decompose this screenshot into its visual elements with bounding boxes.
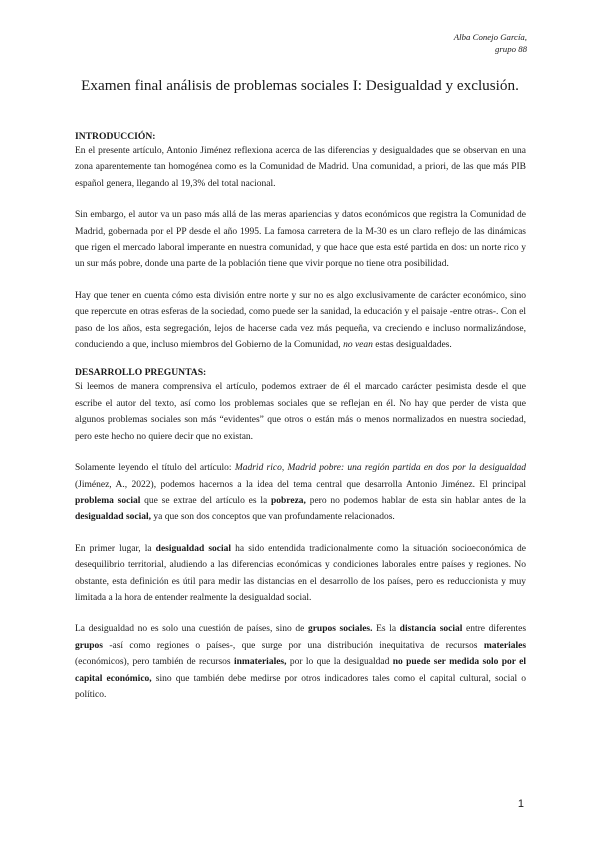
introduction-paragraph-2: Sin embargo, el autor va un paso más allá de las meras apariencias y datos económicos que registra la Comunidad de Madrid, gobernada por el PP desde el año 1995. La famosa carretera de la M-30 es un claro reflejo de las dinámicas que rigen el mercado laboral imperante en nuestra comunidad, y que hace que esta esté partida en dos: un norte rico y un sur más pobre, donde una parte de la población tiene que vivir porque no tiene otra posibilidad.	[75, 210, 526, 270]
text-run: (Jiménez, A., 2022), podemos hacernos a la idea del tema central que desarrolla Antonio Jiménez. El principal	[75, 479, 526, 490]
bold-run: desigualdad social,	[75, 512, 152, 523]
development-paragraph-1: Si leemos de manera comprensiva el artículo, podemos extraer de él el marcado carácter pesimista desde el que escribe el autor del texto, así como los problemas sociales que se reflejan en él. No hay que perder de vista que algunos problemas sociales son más “evidentes” que otros o están más o menos normalizados en nuestra sociedad, pero este hecho no quiere decir que no existan.	[75, 382, 526, 442]
text-run: La desigualdad no es solo una cuestión de países, sino de	[75, 624, 305, 635]
article-title-italic: Madrid rico, Madrid pobre: una región partida en dos por la desigualdad	[234, 463, 526, 474]
development-paragraph-3	[75, 541, 526, 607]
text-run: Hay que tener en cuenta cómo esta división entre norte y sur no es algo exclusivamente de carácter económico, sino que repercute en otras esferas de la sociedad, como puede ser la sanidad, la educación y el paisaje -entre otras-. Con el paso de los años, esta segregación, lejos de hacerse cada vez más pequeña, va creciendo e incluso normalizándose, conduciendo a que, incluso miembros del Gobierno de la Comunidad,	[75, 290, 526, 351]
bold-run: grupos sociales.	[307, 624, 373, 635]
text-run: sino que también debe medirse por otros indicadores tales como el capital cultural, social o político.	[75, 673, 526, 700]
text-run: estas desigualdades.	[375, 340, 452, 351]
bold-run: problema social	[75, 495, 141, 506]
introduction-paragraph-3	[75, 288, 526, 354]
text-run: -así como regiones o países-, que surge por una distribución inequitativa de recursos	[109, 640, 478, 651]
bold-run: inmateriales,	[234, 657, 287, 668]
text-run: pero no podemos hablar de esta sin hablar antes de la	[309, 495, 526, 506]
text-run: entre diferentes	[466, 624, 527, 635]
document-title: Examen final análisis de problemas sociales I: Desigualdad y exclusión.	[81, 77, 519, 94]
bold-run: materiales	[483, 640, 527, 651]
bold-run: pobreza,	[270, 495, 306, 506]
introduction-heading: INTRODUCCIÓN:	[75, 131, 156, 142]
text-run: por lo que la desigualdad	[289, 657, 390, 668]
document-body	[75, 131, 526, 703]
introduction-paragraph-1: En el presente artículo, Antonio Jiménez reflexiona acerca de las diferencias y desigualdades que se observan en una zona aparentemente tan homogénea como es la Comunidad de Madrid. Una comunidad, a priori, de las que más PIB español genera, llegando al 19,3% del total nacional.	[75, 146, 526, 189]
text-run: (económicos), pero también de recursos	[75, 657, 231, 668]
text-run: que se extrae del artículo es la	[144, 495, 268, 506]
development-heading: DESARROLLO PREGUNTAS:	[75, 367, 207, 379]
text-run: ha sido entendida tradicionalmente como la situación socioeconómica de desequilibrio territorial, aludiendo a las diferencias económicas y condiciones laborales entre países y regiones. No obstante, esta definición es útil para medir las distancias en el desarrollo de los países, pero es reduccionista y muy limitada a la hora de entender realmente la desigualdad social.	[75, 543, 526, 603]
page-number: 1	[517, 798, 524, 810]
text-run: Solamente leyendo el título del artículo:	[75, 463, 232, 474]
group-label: grupo 88	[494, 44, 527, 54]
text-run: ya que son dos conceptos que van profundamente relacionados.	[153, 512, 395, 523]
bold-run: desigualdad social	[155, 543, 232, 554]
italic-run: no vean	[343, 340, 373, 351]
author-name: Alba Conejo García,	[453, 32, 527, 42]
development-paragraph-2	[75, 460, 526, 526]
bold-run: grupos	[75, 640, 103, 651]
bold-run: no puede ser medida solo por el capital económico,	[75, 657, 527, 684]
development-paragraph-4	[75, 621, 526, 703]
page-header	[454, 31, 527, 55]
text-run: Es la	[376, 624, 397, 635]
bold-run: distancia social	[399, 624, 463, 635]
text-run: En primer lugar, la	[75, 543, 152, 554]
